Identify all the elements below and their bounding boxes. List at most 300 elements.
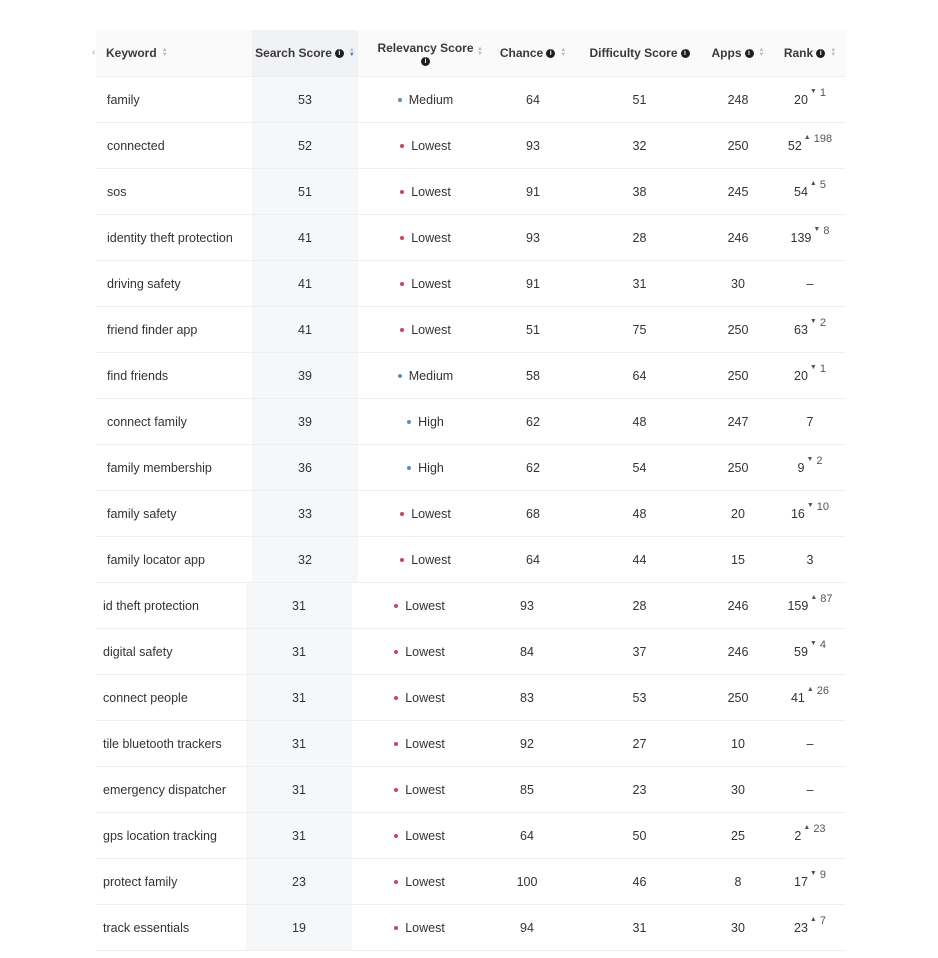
search-score-value: 32	[298, 552, 312, 567]
rank-cell	[774, 215, 846, 260]
rank-cell	[774, 399, 846, 444]
keyword-cell[interactable]	[96, 675, 259, 720]
chance-value: 85	[520, 782, 534, 797]
relevancy-dot-icon	[394, 650, 398, 654]
chance-value: 93	[526, 230, 540, 245]
rank-change-down-icon: ▼	[813, 225, 821, 233]
search-score-cell	[246, 583, 352, 628]
apps-value: 10	[731, 736, 745, 751]
relevancy-value: Lowest	[405, 736, 445, 751]
keyword-cell[interactable]	[96, 813, 259, 858]
relevancy-dot-icon	[400, 512, 404, 516]
column-header-search-score[interactable]	[252, 30, 358, 76]
difficulty-value: 31	[632, 920, 647, 935]
rank-change-down-icon: ▼	[806, 455, 814, 463]
keyword-cell[interactable]	[96, 261, 263, 306]
difficulty-value: 37	[632, 644, 647, 659]
apps-cell	[702, 767, 774, 812]
relevancy-value: High	[418, 460, 444, 475]
apps-cell	[702, 905, 774, 950]
rank-value: 17	[794, 874, 808, 889]
relevancy-value: High	[418, 414, 444, 429]
difficulty-value: 48	[632, 414, 647, 429]
keyword-cell[interactable]	[96, 353, 263, 398]
chance-value: 64	[526, 92, 540, 107]
search-score-value: 51	[298, 184, 312, 199]
rank-value: –	[806, 276, 814, 291]
rank-wrap	[807, 737, 814, 751]
rank-change-down-icon: ▼	[809, 639, 817, 647]
rank-cell	[774, 767, 846, 812]
rank-cell	[774, 307, 846, 352]
keyword-cell[interactable]	[96, 491, 263, 536]
search-score-value: 41	[298, 276, 312, 291]
chance-cell	[489, 399, 577, 444]
keyword-cell[interactable]	[96, 123, 263, 168]
chance-value: 51	[526, 322, 540, 337]
column-header-label: Chance	[499, 46, 544, 60]
rank-wrap	[807, 277, 814, 291]
apps-cell	[702, 629, 774, 674]
keyword-text: gps location tracking	[103, 828, 217, 843]
table-row[interactable]	[96, 77, 846, 123]
chance-cell	[489, 261, 577, 306]
apps-cell	[702, 399, 774, 444]
info-icon[interactable]: i	[546, 49, 555, 58]
relevancy-cell	[356, 767, 483, 812]
apps-cell	[702, 77, 774, 122]
relevancy-dot-icon	[407, 420, 411, 424]
rank-wrap	[787, 592, 833, 613]
search-score-cell	[252, 77, 358, 122]
relevancy-value: Lowest	[405, 828, 445, 843]
apps-value: 246	[727, 644, 749, 659]
relevancy-cell	[356, 629, 483, 674]
search-score-cell	[246, 813, 352, 858]
rank-change-down-icon: ▼	[809, 363, 817, 371]
difficulty-cell	[577, 77, 702, 122]
rank-value: 7	[806, 414, 814, 429]
relevancy-dot-icon	[394, 926, 398, 930]
difficulty-value: 44	[632, 552, 647, 567]
difficulty-cell	[577, 445, 702, 490]
table-row[interactable]	[96, 123, 846, 169]
apps-value: 25	[731, 828, 745, 843]
rank-cell	[774, 491, 846, 536]
difficulty-value: 27	[632, 736, 647, 751]
difficulty-cell	[577, 353, 702, 398]
keyword-text: family	[107, 92, 140, 107]
keyword-cell[interactable]	[96, 905, 259, 950]
apps-cell	[702, 583, 774, 628]
search-score-value: 31	[292, 690, 306, 705]
rank-wrap	[807, 415, 814, 429]
table-row[interactable]	[96, 445, 846, 491]
keyword-text: connected	[107, 138, 165, 153]
relevancy-cell	[362, 307, 489, 352]
difficulty-cell	[577, 399, 702, 444]
relevancy-cell	[362, 537, 489, 582]
difficulty-cell	[577, 675, 702, 720]
relevancy-cell	[356, 859, 483, 904]
rank-value: –	[806, 782, 814, 797]
chance-cell	[489, 77, 577, 122]
difficulty-cell	[577, 123, 702, 168]
search-score-cell	[246, 859, 352, 904]
relevancy-dot-icon	[407, 466, 411, 470]
search-score-cell	[246, 767, 352, 812]
apps-cell	[702, 491, 774, 536]
relevancy-dot-icon	[394, 834, 398, 838]
table-row[interactable]	[96, 721, 846, 767]
column-header-keyword[interactable]	[96, 30, 262, 76]
column-header-label: Relevancy Score	[377, 40, 474, 55]
rank-cell	[774, 905, 846, 950]
relevancy-dot-icon	[400, 190, 404, 194]
rank-change-up-icon: ▲	[810, 593, 818, 601]
rank-value: 3	[806, 552, 814, 567]
rank-change-value: 87	[820, 592, 833, 605]
difficulty-value: 46	[632, 874, 647, 889]
rank-wrap	[794, 914, 826, 935]
rank-wrap	[807, 553, 814, 567]
rank-cell	[774, 537, 846, 582]
relevancy-value: Lowest	[411, 322, 451, 337]
chance-value: 58	[526, 368, 540, 383]
rank-value: 159	[787, 598, 809, 613]
apps-value: 248	[727, 92, 749, 107]
table-row[interactable]	[96, 307, 846, 353]
sort-icon[interactable]: ▲ ▼	[560, 47, 567, 58]
relevancy-value: Lowest	[405, 920, 445, 935]
keyword-text: family membership	[107, 460, 212, 475]
search-score-value: 36	[298, 460, 312, 475]
rank-change-value: 198	[813, 132, 833, 145]
search-score-value: 31	[292, 598, 306, 613]
info-icon[interactable]: i	[816, 49, 825, 58]
column-header-label: Search Score	[255, 46, 332, 60]
rank-value: 20	[794, 92, 808, 107]
difficulty-value: 51	[632, 92, 647, 107]
keyword-text: connect family	[107, 414, 187, 429]
chance-value: 93	[520, 598, 534, 613]
table-row[interactable]	[96, 767, 846, 813]
difficulty-cell	[577, 767, 702, 812]
table-row[interactable]	[96, 583, 846, 629]
relevancy-dot-icon	[400, 558, 404, 562]
table-row[interactable]	[96, 675, 846, 721]
relevancy-dot-icon	[400, 236, 404, 240]
rank-wrap	[790, 500, 830, 521]
search-score-cell	[252, 261, 358, 306]
apps-cell	[702, 169, 774, 214]
sort-icon[interactable]: ▲ ▼	[830, 47, 837, 58]
difficulty-value: 54	[632, 460, 647, 475]
apps-cell	[702, 123, 774, 168]
apps-value: 30	[731, 782, 745, 797]
difficulty-cell	[577, 307, 702, 352]
relevancy-cell	[362, 491, 489, 536]
search-score-cell	[252, 491, 358, 536]
relevancy-dot-icon	[398, 374, 402, 378]
keyword-cell[interactable]	[96, 77, 263, 122]
table-row[interactable]	[96, 905, 846, 951]
column-header-label: Rank	[783, 46, 814, 60]
chance-value: 64	[526, 552, 540, 567]
rank-value: 2	[794, 828, 802, 843]
rank-change-up-icon: ▲	[809, 915, 817, 923]
relevancy-dot-icon	[398, 98, 402, 102]
rank-change-value: 4	[819, 638, 826, 651]
rank-wrap	[797, 454, 823, 475]
rank-cell	[774, 353, 846, 398]
apps-cell	[702, 215, 774, 260]
rank-wrap	[794, 178, 826, 199]
sort-icon[interactable]: ▲ ▼	[161, 47, 168, 58]
rank-cell	[774, 859, 846, 904]
table-row[interactable]	[96, 629, 846, 675]
chance-cell	[483, 813, 571, 858]
chance-value: 93	[526, 138, 540, 153]
apps-value: 30	[731, 276, 745, 291]
chance-cell	[483, 583, 571, 628]
chance-value: 91	[526, 184, 540, 199]
keyword-cell[interactable]	[96, 399, 263, 444]
relevancy-value: Medium	[408, 92, 454, 107]
relevancy-dot-icon	[394, 604, 398, 608]
relevancy-value: Lowest	[411, 506, 451, 521]
rank-value: 16	[790, 506, 805, 521]
rank-value: –	[806, 736, 814, 751]
relevancy-value: Lowest	[405, 690, 445, 705]
difficulty-cell	[577, 215, 702, 260]
search-score-value: 31	[292, 644, 306, 659]
difficulty-value: 50	[632, 828, 647, 843]
rank-wrap	[794, 638, 826, 659]
rank-change-up-icon: ▲	[809, 179, 817, 187]
table-row[interactable]	[96, 813, 846, 859]
sort-icon-active[interactable]: ▲ ▼	[348, 47, 355, 58]
apps-cell	[702, 261, 774, 306]
difficulty-cell	[577, 491, 702, 536]
rank-value: 63	[794, 322, 808, 337]
sort-icon[interactable]: ▲ ▼	[477, 46, 483, 57]
relevancy-cell	[356, 583, 483, 628]
sort-icon[interactable]: ▲ ▼	[758, 47, 765, 58]
chance-cell	[489, 123, 577, 168]
search-score-value: 39	[298, 368, 312, 383]
rank-wrap	[794, 822, 826, 843]
info-icon[interactable]: i	[421, 57, 430, 66]
chance-value: 83	[520, 690, 534, 705]
relevancy-cell	[362, 215, 489, 260]
chance-cell	[489, 169, 577, 214]
keyword-text: driving safety	[107, 276, 181, 291]
keyword-cell[interactable]	[96, 215, 263, 260]
info-icon[interactable]: i	[335, 49, 344, 58]
difficulty-cell	[577, 721, 702, 766]
rank-value: 52	[787, 138, 802, 153]
chance-value: 91	[526, 276, 540, 291]
search-score-cell	[252, 353, 358, 398]
search-score-value: 23	[292, 874, 306, 889]
difficulty-cell	[577, 261, 702, 306]
rank-cell	[774, 445, 846, 490]
column-header-apps[interactable]	[702, 30, 774, 76]
table-row[interactable]	[96, 859, 846, 905]
keyword-table	[92, 30, 846, 951]
difficulty-cell	[577, 537, 702, 582]
rank-cell	[774, 583, 846, 628]
relevancy-dot-icon	[394, 742, 398, 746]
rank-wrap	[790, 224, 830, 245]
chance-cell	[483, 721, 571, 766]
chance-cell	[489, 353, 577, 398]
rank-change-value: 8	[823, 224, 830, 237]
difficulty-cell	[577, 905, 702, 950]
keyword-text: friend finder app	[107, 322, 198, 337]
rank-value: 20	[794, 368, 808, 383]
apps-value: 245	[727, 184, 749, 199]
search-score-value: 19	[292, 920, 306, 935]
rank-cell	[774, 123, 846, 168]
search-score-cell	[246, 905, 352, 950]
rank-change-value: 2	[819, 316, 826, 329]
rank-change-down-icon: ▼	[809, 317, 817, 325]
chance-cell	[483, 859, 571, 904]
chance-cell	[489, 445, 577, 490]
rank-cell	[774, 77, 846, 122]
rank-change-value: 9	[819, 868, 826, 881]
rank-wrap	[807, 783, 814, 797]
relevancy-value: Lowest	[405, 782, 445, 797]
chance-cell	[489, 491, 577, 536]
search-score-cell	[246, 721, 352, 766]
relevancy-value: Lowest	[411, 276, 451, 291]
column-header-chance[interactable]	[489, 30, 577, 76]
rank-value: 9	[797, 460, 805, 475]
difficulty-cell	[577, 169, 702, 214]
search-score-value: 31	[292, 736, 306, 751]
relevancy-dot-icon	[400, 282, 404, 286]
column-header-rank[interactable]	[774, 30, 846, 76]
chance-cell	[483, 767, 571, 812]
difficulty-cell	[577, 583, 702, 628]
table-row[interactable]	[96, 491, 846, 537]
apps-value: 20	[731, 506, 745, 521]
rank-value: 41	[790, 690, 805, 705]
rank-change-value: 10	[816, 500, 830, 513]
column-header-relevancy-score[interactable]	[362, 30, 489, 76]
relevancy-cell	[362, 261, 489, 306]
chance-cell	[489, 537, 577, 582]
apps-value: 250	[727, 690, 749, 705]
rank-change-value: 23	[813, 822, 826, 835]
apps-value: 246	[727, 598, 749, 613]
apps-value: 30	[731, 920, 745, 935]
keyword-text: identity theft protection	[107, 230, 233, 245]
keyword-cell[interactable]	[96, 859, 259, 904]
apps-value: 246	[727, 230, 749, 245]
scroll-left-icon[interactable]: ‹	[92, 47, 96, 58]
rank-wrap	[794, 362, 826, 383]
apps-value: 15	[731, 552, 745, 567]
table-row[interactable]	[96, 261, 846, 307]
keyword-cell[interactable]	[96, 629, 259, 674]
column-header-difficulty-score[interactable]	[577, 30, 702, 76]
relevancy-cell	[356, 905, 483, 950]
difficulty-value: 53	[632, 690, 647, 705]
chance-value: 68	[526, 506, 540, 521]
relevancy-cell	[356, 675, 483, 720]
keyword-cell[interactable]	[96, 721, 259, 766]
chance-value: 100	[516, 874, 538, 889]
table-row[interactable]	[96, 399, 846, 445]
rank-wrap	[787, 132, 833, 153]
table-header	[92, 30, 846, 77]
keyword-cell[interactable]	[96, 767, 259, 812]
apps-cell	[702, 813, 774, 858]
apps-value: 8	[734, 874, 742, 889]
keyword-cell[interactable]	[96, 537, 263, 582]
search-score-cell	[252, 123, 358, 168]
table-row[interactable]	[96, 169, 846, 215]
search-score-value: 31	[292, 828, 306, 843]
rank-change-value: 7	[819, 914, 826, 927]
keyword-text: id theft protection	[103, 598, 199, 613]
column-header-label: Apps	[711, 46, 742, 60]
info-icon[interactable]: i	[745, 49, 754, 58]
search-score-cell	[252, 445, 358, 490]
table-row[interactable]	[96, 215, 846, 261]
apps-cell	[702, 721, 774, 766]
keyword-text: family safety	[107, 506, 177, 521]
chance-cell	[489, 215, 577, 260]
table-row[interactable]	[96, 537, 846, 583]
relevancy-value: Lowest	[405, 874, 445, 889]
search-score-value: 41	[298, 230, 312, 245]
keyword-cell[interactable]	[96, 307, 263, 352]
keyword-text: protect family	[103, 874, 178, 889]
info-icon[interactable]: i	[681, 49, 690, 58]
apps-value: 250	[727, 322, 749, 337]
keyword-cell[interactable]	[96, 583, 259, 628]
chance-value: 64	[520, 828, 534, 843]
search-score-value: 53	[298, 92, 312, 107]
difficulty-value: 31	[632, 276, 647, 291]
chance-cell	[483, 905, 571, 950]
search-score-cell	[252, 399, 358, 444]
relevancy-cell	[362, 169, 489, 214]
rank-change-up-icon: ▲	[803, 133, 811, 141]
search-score-cell	[252, 537, 358, 582]
difficulty-value: 64	[632, 368, 647, 383]
relevancy-cell	[356, 813, 483, 858]
rank-change-value: 1	[819, 86, 826, 99]
difficulty-cell	[577, 859, 702, 904]
keyword-text: connect people	[103, 690, 188, 705]
rank-wrap	[790, 684, 830, 705]
table-row[interactable]	[96, 353, 846, 399]
search-score-value: 41	[298, 322, 312, 337]
relevancy-value: Lowest	[411, 230, 451, 245]
relevancy-value: Lowest	[411, 184, 451, 199]
table-body	[96, 77, 846, 951]
keyword-cell[interactable]	[96, 445, 263, 490]
keyword-cell[interactable]	[96, 169, 263, 214]
difficulty-value: 38	[632, 184, 647, 199]
difficulty-value: 28	[632, 230, 647, 245]
